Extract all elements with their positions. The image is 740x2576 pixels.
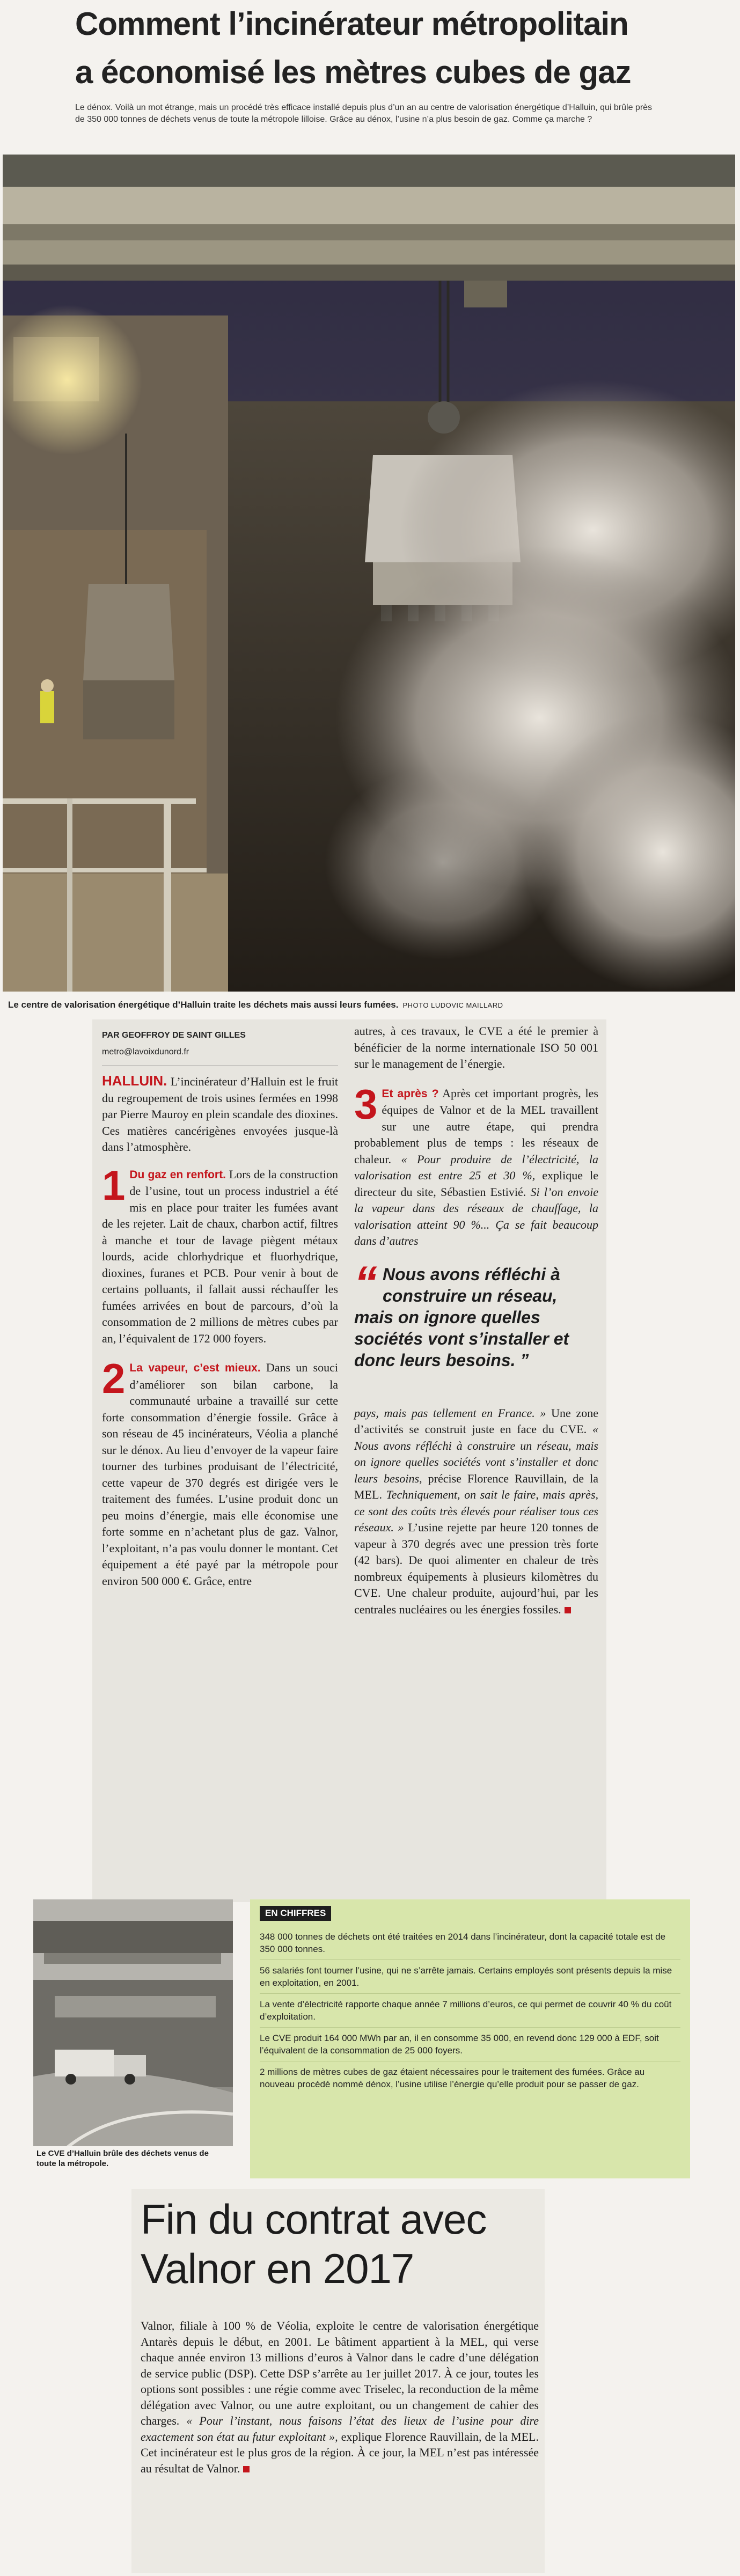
headline-line-1: Comment l’incinérateur métropolitain (75, 6, 628, 42)
second-title-line-1: Fin du contrat avec (141, 2196, 487, 2243)
column-2-text-3: L’usine rejette par heure 120 tonnes de vapeur à 370 degrés avec une pression très forte (42 bars). De quoi alimenter en chaleur de très nombreux équipements à plusieurs kilomètres du CVE. Une chaleur produite, aujourd’hui, par les centrales nucléaires ou les énergies fossiles. (354, 1521, 599, 1616)
small-photo (33, 1899, 233, 2149)
pull-quote-close-mark: ” (520, 1350, 529, 1370)
section-1-text: Lors de la construction de l’usine, tout un process industriel a été mis en place pour traiter les fumées avant de les rejeter. Lait de chaux, charbon actif, filtres à manche et tour de lavage piègent métaux lourds, acide chlorhydrique et fluorhydrique, dioxines, furanes et PCB. Pour venir à bout de certains polluants, il fallait aussi réchauffer les fumées arrivées en bout de parcours, d’où la consommation de 2 millions de mètres cubes par an, l’équivalent de 172 000 foyers. (102, 1167, 338, 1345)
column-2-continuation (354, 1405, 598, 1618)
column-2-top: autres, à ces travaux, le CVE a été le premier à bénéficier de la norme internationale ISO 50 001 sur le management de l’énergie. (354, 1024, 598, 1070)
section-2 (102, 1355, 338, 1589)
section-2-title: La vapeur, c’est mieux. (129, 1362, 261, 1374)
small-photo-caption: Le CVE d’Halluin brûle des déchets venus de toute la métropole. (33, 2146, 233, 2178)
article-column-2 (354, 1023, 598, 1898)
byline-email: metro@lavoixdunord.fr (102, 1047, 189, 1056)
column-2-text-2: précise Florence Rauvillain, de la MEL. (354, 1471, 599, 1501)
second-paragraph-2: explique Florence Rauvillain, de la MEL. Cet incinérateur est le plus gros de la région. À ce jour, la MEL n’est pas intéressée au résultat de Valnor. (141, 2430, 539, 2475)
article-column-1 (102, 1028, 338, 1899)
photo-caption (3, 992, 735, 1018)
photo-credit: PHOTO LUDOVIC MAILLARD (402, 1001, 503, 1009)
section-1-title: Du gaz en renfort. (129, 1168, 226, 1181)
section-3-number: 3 (354, 1080, 378, 1128)
second-quote: « Pour l’instant, nous faisons l’état des lieux de l’usine pour dire exactement son état au futur exploitant », (141, 2414, 539, 2443)
column-2-text-1: Une zone d’activités se construit juste en face du CVE. (354, 1406, 599, 1436)
section-3-quote-1: « Pour produire de l’électricité, la valorisation est entre 25 et 30 %, (354, 1152, 599, 1182)
intro-text: L’incinérateur d’Halluin est le fruit du regroupement de trois usines fermées en 1998 par Pierre Mauroy en plein scandale des dioxines. Ces matières cancérigènes envoyées jusque-là dans l’atmosphère. (102, 1075, 339, 1154)
section-1 (102, 1161, 338, 1347)
section-3-quote-2: Si l’on envoie la vapeur dans des réseaux de chauffage, la valorisation atteint 90 %... Ça se fait beaucoup dans d’autres (354, 1185, 599, 1247)
section-3-title: Et après ? (382, 1087, 439, 1100)
second-end-mark (243, 2466, 250, 2472)
intro-paragraph (102, 1073, 338, 1156)
section-1-number: 1 (102, 1161, 126, 1209)
section-2-number: 2 (102, 1355, 126, 1402)
section-3-text: Après cet important progrès, les équipes de Valnor et de la MEL travaillent sur une autre étape, qui prendra probablement plus de temps : les réseaux de chaleur. (354, 1086, 598, 1166)
main-photo (3, 155, 735, 992)
end-mark (565, 1607, 571, 1613)
figure-item: 348 000 tonnes de déchets ont été traitées en 2014 dans l’incinérateur, dont la capacité totale est de 350 000 tonnes. (260, 1926, 680, 1960)
second-article-title (141, 2195, 538, 2296)
section-3 (354, 1080, 599, 1250)
second-paragraph-1: Valnor, filiale à 100 % de Véolia, exploite le centre de valorisation énergétique Antarès depuis le début, en 2001. Le bâtiment appartient à la MEL, qui verse chaque année environ 13 millions d’euros à Valnor dans le cadre d’une délégation de service public (DSP). Cette DSP s’arrête au 1er juillet 2017. À ce jour, toutes les options sont possibles : une régie comme avec Triselec, la reconduction de la même délégation avec Valnor, ou une autre exploitant, ou un changement de cahier des charges. (141, 2319, 539, 2427)
section-2-text: Dans un souci d’améliorer son bilan carbone, la communauté urbaine a travaillé sur cette forte consommation d’énergie fossile. Grâce à son réseau de 45 incinérateurs, Véolia a planché sur le dénox. Au lieu d’envoyer de la vapeur faire tourner des turbines produisant de l’électricité, cette vapeur de 370 degrés est dirigée vers le traitement des fumées. L’usine produit donc un peu moins d’énergie, mais elle économise une forte somme en n’achetant plus de gaz. Valnor, l’exploitant, n’a pas voulu donner le montant. Cet équipement a été payé par la métropole pour environ 500 000 €. Grâce, entre (102, 1361, 338, 1588)
headline-line-2: a économisé les mètres cubes de gaz (75, 54, 631, 90)
figures-box (250, 1899, 690, 2178)
byline: PAR GEOFFROY DE SAINT GILLES (102, 1031, 246, 1040)
figure-item: 56 salariés font tourner l’usine, qui ne s’arrête jamais. Certains employés sont présents depuis la mise en exploitation, en 2001. (260, 1960, 680, 1994)
column-2-quote-3: Techniquement, on sait le faire, mais après, ce sont des coûts très élevés pour réaliser tous ces réseaux. » (354, 1488, 599, 1534)
column-2-quote-1: pays, mais pas tellement en France. » (354, 1406, 546, 1420)
lead-paragraph: Le dénox. Voilà un mot étrange, mais un procédé très efficace installé depuis plus d’un an au centre de valorisation énergétique d’Halluin, qui brûle près de 350 000 tonnes de déchets venus de toute la métropole lilloise. Grâce au dénox, l’usine n’a plus besoin de gaz. Comme ça marche ? (75, 103, 653, 124)
column-2-quote-2: « Nous avons réfléchi à construire un réseau, mais on ignore quelles sociétés vont s’installer et donc leurs besoins, (354, 1422, 598, 1485)
figure-item: Le CVE produit 164 000 MWh par an, il en consomme 35 000, en revend donc 129 000 à EDF, soit l’équivalent de la consommation de 25 000 foyers. (260, 2028, 680, 2061)
pull-quote (354, 1257, 598, 1371)
photo-caption-text: Le centre de valorisation énergétique d’Halluin traite les déchets mais aussi leurs fumées. (8, 1000, 399, 1010)
headline (75, 0, 665, 102)
figure-item: 2 millions de mètres cubes de gaz étaient nécessaires pour le traitement des fumées. Grâce au nouveau procédé nommé dénox, l’usine utilise l’énergie qu’elle produit pour se passer de gaz. (260, 2067, 645, 2089)
dateline: HALLUIN. (102, 1073, 167, 1089)
figure-item: La vente d’électricité rapporte chaque année 7 millions d’euros, ce qui permet de couvrir 40 % du coût d’exploitation. (260, 1994, 680, 2028)
second-article-body (141, 2318, 539, 2570)
section-3-attribution: explique le directeur du site, Sébastien Estivié. (354, 1169, 598, 1199)
pull-quote-open-mark: “ (354, 1257, 377, 1309)
second-title-line-2: Valnor en 2017 (141, 2245, 414, 2292)
pull-quote-text: Nous avons réfléchi à construire un réseau, mais on ignore quelles sociétés vont s’installer et donc leurs besoins. (354, 1264, 569, 1370)
figures-title: EN CHIFFRES (260, 1906, 331, 1921)
